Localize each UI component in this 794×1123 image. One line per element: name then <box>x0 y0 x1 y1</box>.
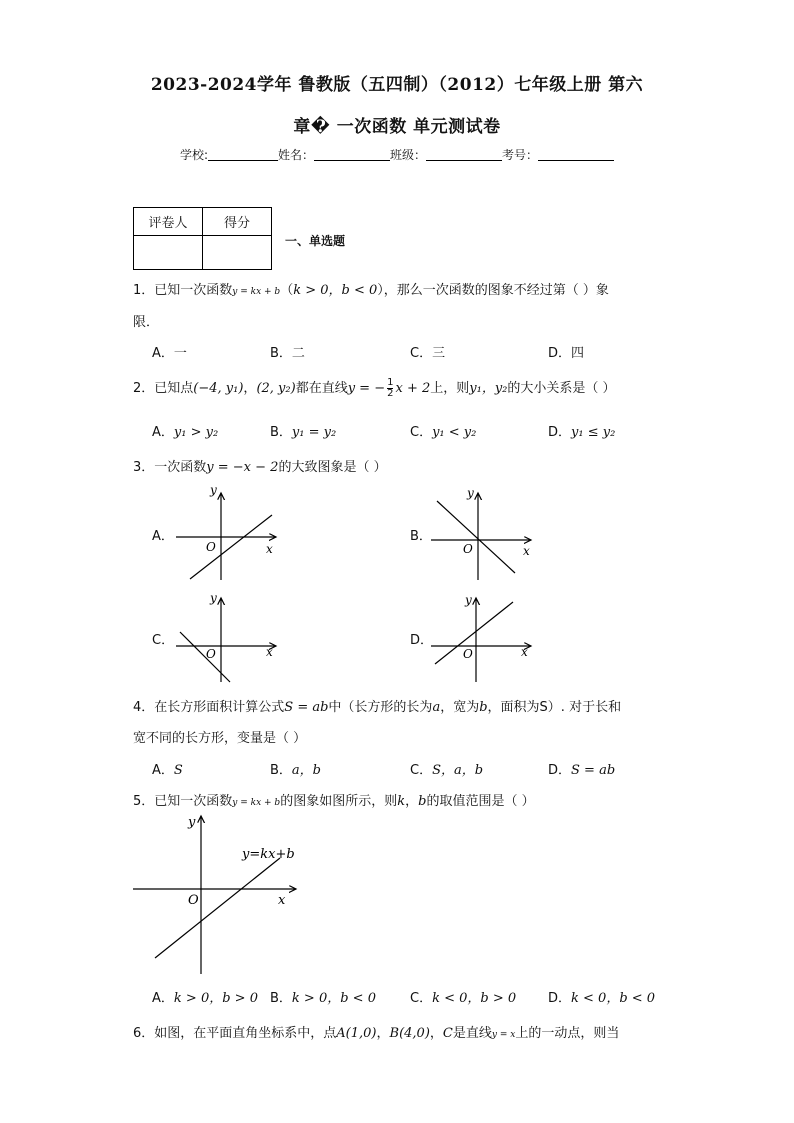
q4-option-b-label: B． <box>270 763 292 778</box>
q2-option-c-label: C． <box>410 425 433 440</box>
q2-option-d-expr: y₁ ≤ y₂ <box>571 425 616 440</box>
score-table <box>133 207 272 270</box>
q5-option-a-expr: k > 0，b > 0 <box>173 991 258 1006</box>
q4-option-c[interactable] <box>410 759 483 778</box>
q2-point1: (−4, y₁) <box>193 381 244 396</box>
q3-graph-c <box>170 590 285 685</box>
origin-label: O <box>463 542 473 556</box>
q4-option-a[interactable] <box>152 759 183 778</box>
q4-var-b: b <box>479 700 488 715</box>
q5-text: 5．已知一次函数 <box>133 794 233 809</box>
school-blank[interactable] <box>208 148 278 161</box>
q3-text-b: 的大致图象是（ ） <box>278 460 387 475</box>
q4-option-a-label: A． <box>152 763 174 778</box>
origin-label: O <box>206 540 216 554</box>
student-info-line <box>0 146 794 163</box>
question-1-cont: 限． <box>133 315 160 330</box>
graph-line <box>155 858 280 958</box>
q3-option-d[interactable]: D． <box>410 633 434 648</box>
class-blank[interactable] <box>426 148 502 161</box>
q4-text: 4．在长方形面积计算公式 <box>133 700 285 715</box>
y-label: y <box>465 593 472 607</box>
q5-option-c[interactable] <box>410 987 516 1006</box>
origin-label: O <box>206 647 216 661</box>
x-label: x <box>266 542 273 556</box>
doc-title-line1: 2023-2024学年 鲁教版（五四制）（2012）七年级上册 第六 <box>150 75 644 95</box>
q5-var-b: b <box>418 794 427 809</box>
q2-option-c[interactable] <box>410 421 476 440</box>
q1-text: 1．已知一次函数 <box>133 283 233 298</box>
q2-option-d-label: D． <box>548 425 572 440</box>
q2-option-b-expr: y₁ = y₂ <box>291 425 337 440</box>
q4-option-b-expr: a，b <box>291 763 321 778</box>
q1-text-tail: ），那么一次函数的图象不经过第（ ）象 <box>377 283 609 298</box>
q1-option-a[interactable]: A．一 <box>152 346 187 361</box>
reviewer-cell[interactable] <box>134 236 203 270</box>
q5-var-k: k <box>397 794 406 809</box>
q5-sep: ， <box>405 794 419 809</box>
y-label: y <box>210 485 217 497</box>
q5-option-c-expr: k < 0，b > 0 <box>432 991 517 1006</box>
y-label: y <box>467 486 474 500</box>
section-title: 一、单选题 <box>285 234 346 248</box>
q6-point-a: A(1,0) <box>336 1026 377 1041</box>
class-label: 班级： <box>390 148 427 162</box>
q4-option-a-expr: S <box>173 763 183 778</box>
reviewer-header: 评卷人 <box>134 208 203 236</box>
question-4 <box>133 696 621 715</box>
exam-no-blank[interactable] <box>538 148 614 161</box>
q1-option-c[interactable]: C．三 <box>410 346 446 361</box>
graph-line <box>435 602 513 664</box>
q5-option-b-label: B． <box>270 991 292 1006</box>
q6-text: 6．如图，在平面直角坐标系中，点 <box>133 1026 337 1041</box>
q2-frac-den: 2 <box>387 388 394 399</box>
q3-option-a[interactable]: A． <box>152 529 174 544</box>
q2-point2: (2, y₂) <box>256 381 296 396</box>
q4-option-d-label: D． <box>548 763 572 778</box>
doc-title-line2: 章� 一次函数 单元测试卷 <box>293 117 501 137</box>
q5-text-b: 的图象如图所示，则 <box>280 794 398 809</box>
question-4-cont: 宽不同的长方形，变量是（ ） <box>133 731 307 746</box>
q1-condition: k > 0，b < 0 <box>293 283 378 298</box>
q5-option-b[interactable] <box>270 987 376 1006</box>
q2-option-d[interactable] <box>548 421 615 440</box>
q2-option-a[interactable] <box>152 421 218 440</box>
question-2 <box>133 377 616 399</box>
q3-graph-d <box>425 590 540 685</box>
q5-option-a-label: A． <box>152 991 174 1006</box>
x-label: x <box>266 645 273 659</box>
x-label: x <box>523 544 530 558</box>
q5-text-c: 的取值范围是（ ） <box>426 794 535 809</box>
q2-vars: y₁，y₂ <box>469 381 508 396</box>
graph-line <box>190 515 272 579</box>
name-label: 姓名： <box>278 148 315 162</box>
line-label: y=kx+b <box>242 847 295 862</box>
q2-option-b-label: B． <box>270 425 292 440</box>
exam-no-label: 考号： <box>502 148 539 162</box>
q1-paren: （ <box>280 283 294 298</box>
question-5 <box>133 790 535 809</box>
origin-label: O <box>188 893 199 908</box>
q2-line-lhs: y = − <box>347 381 386 396</box>
q4-text-b: 中（长方形的长为 <box>328 700 433 715</box>
question-3 <box>133 456 387 475</box>
q1-option-b[interactable]: B．二 <box>270 346 305 361</box>
q1-option-d[interactable]: D．四 <box>548 346 585 361</box>
q1-formula: y = kx + b <box>232 287 281 297</box>
q2-frac-num: 1 <box>387 377 394 388</box>
q5-option-b-expr: k > 0，b < 0 <box>291 991 376 1006</box>
q2-text-d: 的大小关系是（ ） <box>507 381 616 396</box>
name-blank[interactable] <box>314 148 390 161</box>
q3-text: 3．一次函数 <box>133 460 207 475</box>
q4-var-a: a <box>432 700 441 715</box>
q2-text-c: 上，则 <box>430 381 470 396</box>
q3-option-c[interactable]: C． <box>152 633 175 648</box>
q2-option-a-expr: y₁ > y₂ <box>173 425 219 440</box>
q3-graph-b <box>425 485 540 585</box>
q6-text-c: 是直线 <box>452 1026 492 1041</box>
graph-line <box>437 501 515 573</box>
q6-sep: ， <box>376 1026 390 1041</box>
q4-formula: S = ab <box>284 700 329 715</box>
x-label: x <box>521 645 528 659</box>
q2-option-b[interactable] <box>270 421 336 440</box>
q5-option-c-label: C． <box>410 991 433 1006</box>
q4-option-c-expr: S，a，b <box>432 763 484 778</box>
q6-text-d: 上的一动点，则当 <box>515 1026 620 1041</box>
question-1 <box>133 279 609 298</box>
y-label: y <box>188 815 196 830</box>
q4-text-c: ，宽为 <box>440 700 480 715</box>
q5-graph <box>130 810 305 980</box>
q2-text: 2．已知点 <box>133 381 194 396</box>
q5-formula: y = kx + b <box>232 798 281 808</box>
q4-text-d: ，面积为S）. 对于长和 <box>487 700 622 715</box>
q5-option-a[interactable] <box>152 987 258 1006</box>
q3-graph-a <box>170 485 285 585</box>
origin-label: O <box>463 647 473 661</box>
q6-point-b: B(4,0) <box>389 1026 430 1041</box>
q5-option-d-label: D． <box>548 991 572 1006</box>
q2-option-c-expr: y₁ < y₂ <box>432 425 477 440</box>
q6-point-c: C <box>442 1026 453 1041</box>
q4-option-b[interactable] <box>270 759 321 778</box>
q5-option-d[interactable] <box>548 987 655 1006</box>
q2-sep: ， <box>243 381 257 396</box>
q2-line-rhs: x + 2 <box>395 381 431 396</box>
q2-fraction <box>387 378 393 399</box>
school-label: 学校: <box>179 148 208 162</box>
q2-text-b: 都在直线 <box>295 381 348 396</box>
q2-option-a-label: A． <box>152 425 174 440</box>
graph-line <box>180 632 230 682</box>
q3-option-b[interactable]: B． <box>410 529 432 544</box>
score-header: 得分 <box>203 208 272 236</box>
q6-text-b: ， <box>429 1026 443 1041</box>
q5-option-d-expr: k < 0，b < 0 <box>571 991 656 1006</box>
score-cell[interactable] <box>203 236 272 270</box>
x-label: x <box>278 893 286 908</box>
q4-option-c-label: C． <box>410 763 433 778</box>
q6-formula: y = x <box>491 1030 516 1040</box>
q4-option-d[interactable] <box>548 759 615 778</box>
y-label: y <box>210 591 217 605</box>
question-6 <box>133 1022 619 1041</box>
q3-formula: y = −x − 2 <box>206 460 279 475</box>
q4-option-d-expr: S = ab <box>571 763 616 778</box>
